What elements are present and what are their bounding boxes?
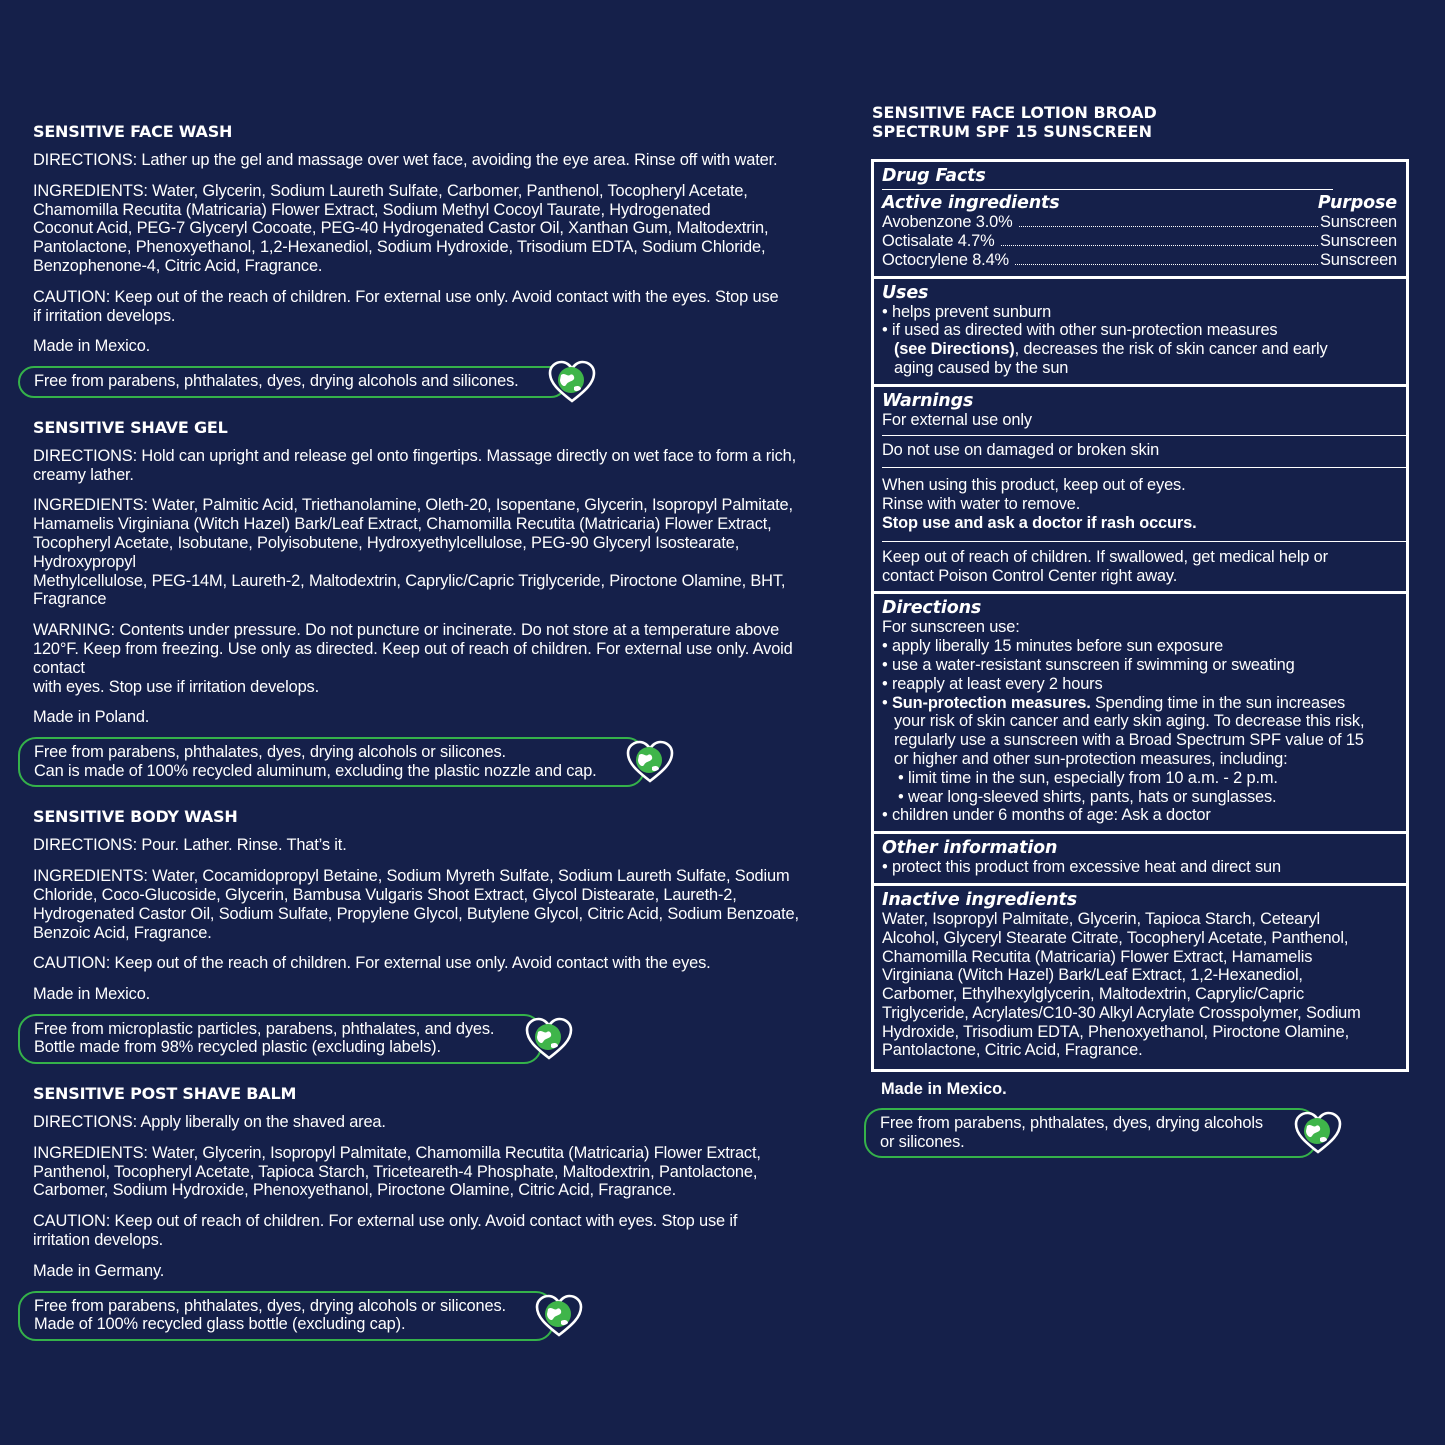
shave-gel-badge — [18, 737, 645, 787]
active-name: Octocrylene 8.4% — [882, 250, 1009, 269]
warning-damaged-skin: Do not use on damaged or broken skin — [882, 436, 1406, 469]
sun-protection-heading: Sun-protection measures. — [892, 693, 1091, 712]
text-line: Hamamelis Virginiana (Witch Hazel) Bark/Leaf Extract, Chamomilla Recutita (Matricaria) Flower Extract, — [33, 515, 772, 534]
face-wash-badge — [18, 366, 567, 398]
text-line: Chamomilla Recutita (Matricaria) Flower Extract, Hamamelis — [882, 947, 1313, 966]
text-line: 120°F. Keep from freezing. Use only as directed. Keep out of reach of children. For external use only. Avoid contact — [33, 639, 793, 677]
active-purpose: Sunscreen — [1319, 231, 1397, 250]
badge-text: Free from parabens, phthalates, dyes, drying alcohols or silicones. — [34, 743, 506, 762]
badge-text: Free from parabens, phthalates, dyes, drying alcohols — [880, 1114, 1263, 1133]
uses-text: aging caused by the sun — [894, 358, 1069, 377]
text-line: Carbomer, Sodium Hydroxide, Phenoxyethanol, Piroctone Olamine, Citric Acid, Fragrance. — [33, 1181, 677, 1200]
text-line: Methylcellulose, PEG-14M, Laureth-2, Maltodextrin, Caprylic/Capric Triglyceride, Piroctone Olamine, BHT, Fragrance — [33, 571, 786, 609]
post-shave-badge — [18, 1291, 554, 1341]
uses-item: • if used as directed with other sun-protection measures — [882, 321, 1278, 340]
text-line: Benzophenone-4, Citric Acid, Fragrance. — [33, 256, 323, 275]
text-line: Chloride, Coco-Glucoside, Glycerin, Bambusa Vulgaris Shoot Extract, Glycol Distearate, Laureth-2, — [33, 885, 737, 904]
text-line: Tocopheryl Acetate, Isobutane, Polyisobutene, Hydroxyethylcellulose, PEG-90 Glyceryl Isostearate, Hydroxypropyl — [33, 533, 740, 571]
body-wash-ingredients — [33, 867, 838, 942]
post-shave-made-in: Made in Germany. — [33, 1261, 165, 1280]
face-wash-made-in: Made in Mexico. — [33, 337, 151, 356]
text-line: creamy lather. — [33, 465, 134, 484]
shave-gel-directions — [33, 447, 838, 485]
post-shave-section — [18, 1084, 838, 1341]
active-name: Octisalate 4.7% — [882, 231, 995, 250]
active-row — [882, 213, 1397, 232]
directions-subitem: • limit time in the sun, especially from 10 a.m. - 2 p.m. — [898, 768, 1278, 787]
text-line: Hydroxide, Trisodium EDTA, Phenoxyethanol, Piroctone Olamine, — [882, 1022, 1350, 1041]
text-line: irritation develops. — [33, 1231, 164, 1250]
text-line: Alcohol, Glyceryl Stearate Citrate, Tocopheryl Acetate, Panthenol, — [882, 928, 1349, 947]
post-shave-ingredients — [33, 1144, 838, 1200]
other-information-section — [874, 834, 1406, 886]
text-line: DIRECTIONS: Hold can upright and release gel onto fingertips. Massage directly on wet face to form a rich, — [33, 446, 797, 465]
text-line: Virginiana (Witch Hazel) Bark/Leaf Extract, 1,2-Hexanediol, — [882, 966, 1303, 985]
face-wash-directions: DIRECTIONS: Lather up the gel and massage over wet face, avoiding the eye area. Rinse off with water. — [33, 151, 778, 169]
lotion-title — [872, 104, 1424, 141]
body-wash-directions: DIRECTIONS: Pour. Lather. Rinse. That’s it. — [33, 836, 347, 855]
lotion-badge — [864, 1108, 1317, 1158]
body-wash-title: SENSITIVE BODY WASH — [33, 807, 238, 827]
text-line: INGREDIENTS: Water, Glycerin, Isopropyl Palmitate, Chamomilla Recutita (Matricaria) Flower Extract, — [33, 1143, 761, 1162]
title-line: SENSITIVE FACE LOTION BROAD — [872, 103, 1157, 122]
uses-item: • helps prevent sunburn — [882, 302, 1052, 321]
badge-text: Free from microplastic particles, parabens, phthalates, and dyes. — [34, 1019, 495, 1038]
directions-item: • reapply at least every 2 hours — [882, 674, 1103, 693]
face-wash-title: SENSITIVE FACE WASH — [33, 122, 233, 141]
warning-external: For external use only — [882, 411, 1406, 436]
body-wash-badge — [18, 1014, 542, 1064]
text-line: When using this product, keep out of eyes. — [882, 476, 1186, 495]
badge-text: Free from parabens, phthalates, dyes, drying alcohols or silicones. — [34, 1296, 506, 1315]
warnings-heading: Warnings — [882, 390, 974, 411]
shave-gel-title: SENSITIVE SHAVE GEL — [33, 417, 228, 437]
warnings-section — [874, 387, 1406, 595]
body-wash-caution — [33, 954, 838, 973]
body-wash-made-in: Made in Mexico. — [33, 985, 151, 1004]
earth-heart-icon — [547, 360, 597, 404]
text-line: Panthenol, Tocopheryl Acetate, Tapioca Starch, Triceteareth-4 Phosphate, Maltodextrin, Pantolactone, — [33, 1162, 758, 1181]
text-line: Pantolactone, Citric Acid, Fragrance. — [882, 1041, 1143, 1060]
body-wash-section — [18, 807, 838, 1064]
directions-heading: Directions — [882, 598, 982, 619]
title-line: SPECTRUM SPF 15 SUNSCREEN — [872, 121, 1152, 141]
text-line: CAUTION: Keep out of reach of children. For external use only. Avoid contact with eyes. Stop use if — [33, 1212, 738, 1231]
text-line: Benzoic Acid, Fragrance. — [33, 923, 212, 942]
text-line: Triglyceride, Acrylates/C10-30 Alkyl Acrylate Crosspolymer, Sodium — [882, 1003, 1361, 1022]
text-line: CAUTION: Keep out of the reach of children. For external use only. Avoid contact with the eyes. — [33, 954, 711, 973]
badge-text: or silicones. — [880, 1132, 965, 1151]
face-wash-section — [18, 122, 838, 398]
text-line: INGREDIENTS: Water, Glycerin, Sodium Laureth Sulfate, Carbomer, Panthenol, Tocopheryl Acetate, — [33, 181, 748, 200]
other-information-heading: Other information — [882, 838, 1058, 859]
text-line: CAUTION: Keep out of the reach of children. For external use only. Avoid contact with the eyes. Stop use — [33, 287, 779, 306]
lotion-made-in: Made in Mexico. — [881, 1080, 1007, 1099]
active-name: Avobenzone 3.0% — [882, 213, 1013, 232]
post-shave-caution — [33, 1212, 838, 1250]
stop-use-text: Stop use and ask a doctor if rash occurs. — [882, 513, 1197, 532]
see-directions-text: (see Directions) — [894, 340, 1015, 359]
directions-subitem: • wear long-sleeved shirts, pants, hats or sunglasses. — [898, 787, 1277, 806]
text-line: WARNING: Contents under pressure. Do not puncture or incinerate. Do not store at a temperature above — [33, 621, 780, 640]
right-column — [864, 104, 1424, 1158]
text-line: INGREDIENTS: Water, Cocamidopropyl Betaine, Sodium Myreth Sulfate, Sodium Laureth Sulfate, Sodium — [33, 867, 790, 886]
text-line: your risk of skin cancer and early skin aging. To decrease this risk, — [894, 712, 1365, 731]
other-item: • protect this product from excessive heat and direct sun — [882, 858, 1281, 877]
text-line: Hydrogenated Castor Oil, Sodium Sulfate, Propylene Glycol, Butylene Glycol, Citric Acid, Sodium Benzoate, — [33, 904, 799, 923]
warning-children — [882, 542, 1406, 592]
uses-section — [874, 279, 1406, 387]
text-line: Rinse with water to remove. — [882, 495, 1081, 514]
inactive-ingredients-section — [874, 886, 1406, 1069]
text-line: if irritation develops. — [33, 306, 176, 325]
warning-when-using — [882, 468, 1406, 541]
earth-heart-icon — [1293, 1111, 1343, 1155]
text-line: Pantolactone, Phenoxyethanol, 1,2-Hexanediol, Sodium Hydroxide, Trisodium EDTA, Sodium Chloride, — [33, 238, 766, 257]
earth-heart-icon — [625, 740, 675, 784]
directions-item: • children under 6 months of age: Ask a doctor — [882, 806, 1211, 825]
text-line: For sunscreen use: — [882, 618, 1020, 637]
text-line: or higher and other sun-protection measures, including: — [894, 749, 1288, 768]
text-line: Carbomer, Ethylhexylglycerin, Maltodextrin, Caprylic/Capric — [882, 985, 1305, 1004]
badge-text: Can is made of 100% recycled aluminum, excluding the plastic nozzle and cap. — [34, 761, 597, 780]
text-line: Keep out of reach of children. If swallowed, get medical help or — [882, 547, 1328, 566]
uses-text: , decreases the risk of skin cancer and early — [1014, 340, 1328, 359]
badge-text: Free from parabens, phthalates, dyes, drying alcohols and silicones. — [34, 372, 519, 391]
text-line: Spending time in the sun increases — [1090, 693, 1346, 712]
shave-gel-section — [18, 418, 838, 788]
text-line: Water, Isopropyl Palmitate, Glycerin, Tapioca Starch, Cetearyl — [882, 909, 1320, 928]
text-line: contact Poison Control Center right away. — [882, 566, 1178, 585]
text-line: with eyes. Stop use if irritation develops. — [33, 677, 319, 696]
earth-heart-icon — [534, 1294, 584, 1338]
active-ingredients-heading: Active ingredients — [882, 193, 1060, 214]
active-ingredients-section — [874, 162, 1406, 278]
shave-gel-warning — [33, 621, 838, 696]
badge-text: Bottle made from 98% recycled plastic (excluding labels). — [34, 1038, 441, 1057]
face-wash-caution — [33, 288, 838, 326]
inactive-ingredients-heading: Inactive ingredients — [882, 889, 1078, 910]
face-wash-ingredients — [33, 182, 838, 276]
active-purpose: Sunscreen — [1319, 250, 1397, 269]
text-line: INGREDIENTS: Water, Palmitic Acid, Triethanolamine, Oleth-20, Isopentane, Glycerin, Isopropyl Palmitate, — [33, 496, 793, 515]
earth-heart-icon — [524, 1017, 574, 1061]
active-row — [882, 251, 1397, 270]
drug-facts-panel — [871, 159, 1409, 1072]
active-purpose: Sunscreen — [1319, 213, 1397, 232]
purpose-heading: Purpose — [1317, 193, 1397, 214]
shave-gel-made-in: Made in Poland. — [33, 708, 150, 727]
directions-item: • use a water-resistant sunscreen if swimming or sweating — [882, 655, 1295, 674]
left-column — [18, 122, 838, 1359]
active-row — [882, 232, 1397, 251]
directions-item: • apply liberally 15 minutes before sun exposure — [882, 637, 1224, 656]
text-line: Chamomilla Recutita (Matricaria) Flower Extract, Sodium Methyl Cocoyl Taurate, Hydrogenated — [33, 200, 711, 219]
directions-section: Directions For sunscreen use: • apply liberally 15 minutes before sun exposure • use a water-resistant sunscreen if swimming or sweating • reapply at least every 2 hours • Sun-protection measures. Spending time in the sun increases your risk of skin cancer and early skin aging. To decrease this risk, regularly use a sunscreen with a Broad Spectrum SPF value of 15 or higher and other sun-protection measures, including: • limit time in the sun, especially from 10 a.m. - 2 p.m. • wear long-sleeved shirts, pants, hats or sunglasses. • children under 6 months of age: Ask a doctor — [874, 594, 1406, 834]
post-shave-directions: DIRECTIONS: Apply liberally on the shaved area. — [33, 1113, 386, 1132]
uses-heading: Uses — [882, 282, 929, 303]
text-line: regularly use a sunscreen with a Broad Spectrum SPF value of 15 — [894, 731, 1364, 750]
post-shave-title: SENSITIVE POST SHAVE BALM — [33, 1084, 297, 1104]
drug-facts-heading: Drug Facts — [882, 166, 1333, 190]
badge-text: Made of 100% recycled glass bottle (excluding cap). — [34, 1315, 406, 1334]
text-line: Coconut Acid, PEG-7 Glyceryl Cocoate, PEG-40 Hydrogenated Castor Oil, Xanthan Gum, Maltodextrin, — [33, 219, 769, 238]
shave-gel-ingredients — [33, 496, 838, 609]
